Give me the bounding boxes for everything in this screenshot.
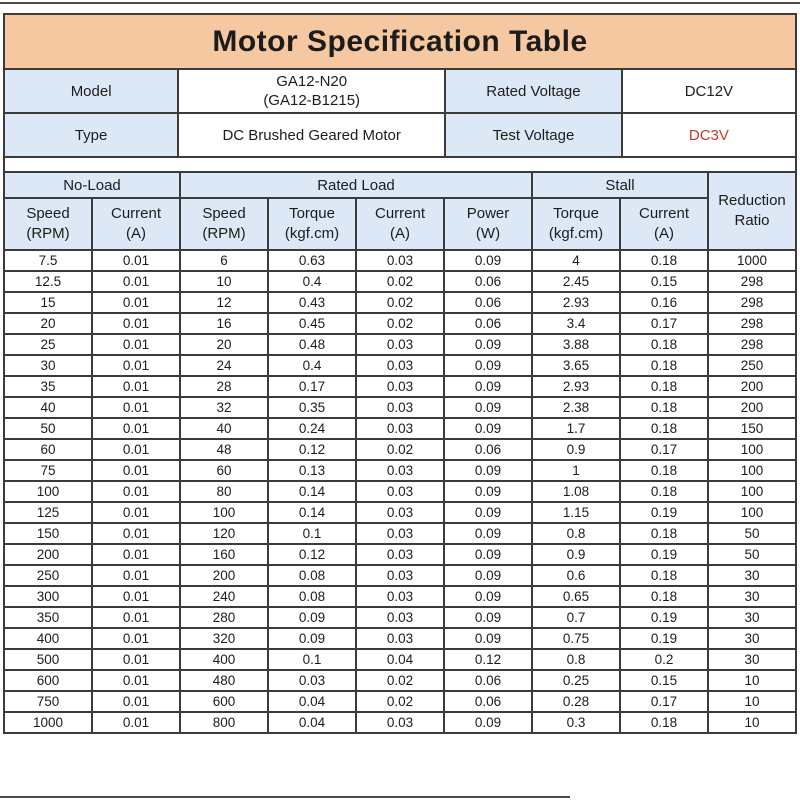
rated-voltage-label: Rated Voltage (445, 69, 622, 113)
table-cell: 0.03 (356, 712, 444, 733)
table-row (4, 334, 796, 355)
table-cell: 10 (708, 691, 796, 712)
table-cell: 0.4 (268, 271, 356, 292)
table-cell: 240 (180, 586, 268, 607)
table-cell: 0.14 (268, 481, 356, 502)
table-cell: 1.08 (532, 481, 620, 502)
table-cell: 100 (708, 481, 796, 502)
column-header: Speed (RPM) (4, 198, 92, 250)
table-cell: 0.16 (620, 292, 708, 313)
table-cell: 400 (180, 649, 268, 670)
column-header: Power (W) (444, 198, 532, 250)
table-cell: 0.19 (620, 628, 708, 649)
table-cell: 2.38 (532, 397, 620, 418)
table-cell: 16 (180, 313, 268, 334)
table-cell: 2.93 (532, 292, 620, 313)
table-cell: 10 (708, 712, 796, 733)
table-cell: 750 (4, 691, 92, 712)
table-cell: 30 (708, 607, 796, 628)
table-cell: 0.09 (444, 250, 532, 271)
table-cell: 6 (180, 250, 268, 271)
table-cell: 100 (708, 460, 796, 481)
table-cell: 0.03 (356, 502, 444, 523)
table-cell: 0.06 (444, 670, 532, 691)
table-cell: 0.01 (92, 628, 180, 649)
table-cell: 0.24 (268, 418, 356, 439)
table-cell: 0.01 (92, 418, 180, 439)
table-cell: 0.45 (268, 313, 356, 334)
table-cell: 0.03 (356, 628, 444, 649)
table-cell: 298 (708, 334, 796, 355)
table-cell: 0.18 (620, 460, 708, 481)
table-cell: 0.04 (356, 649, 444, 670)
table-cell: 4 (532, 250, 620, 271)
column-header: Current (A) (356, 198, 444, 250)
table-cell: 0.13 (268, 460, 356, 481)
table-cell: 2.45 (532, 271, 620, 292)
table-cell: 0.8 (532, 649, 620, 670)
table-cell: 0.17 (620, 439, 708, 460)
group-header-no-load: No-Load (4, 172, 180, 198)
table-cell: 0.01 (92, 670, 180, 691)
table-cell: 30 (4, 355, 92, 376)
table-cell: 400 (4, 628, 92, 649)
table-cell: 0.06 (444, 292, 532, 313)
table-row (4, 355, 796, 376)
table-cell: 10 (180, 271, 268, 292)
table-cell: 0.03 (356, 376, 444, 397)
table-cell: 80 (180, 481, 268, 502)
table-cell: 0.48 (268, 334, 356, 355)
table-cell: 0.03 (356, 607, 444, 628)
table-cell: 0.9 (532, 439, 620, 460)
table-cell: 0.19 (620, 544, 708, 565)
table-cell: 0.18 (620, 523, 708, 544)
model-value (178, 69, 445, 113)
table-cell: 0.01 (92, 523, 180, 544)
spec-table-body (4, 250, 796, 733)
table-cell: 30 (708, 565, 796, 586)
table-cell: 0.09 (444, 376, 532, 397)
table-cell: 0.01 (92, 565, 180, 586)
table-cell: 0.18 (620, 250, 708, 271)
table-cell: 0.01 (92, 544, 180, 565)
table-cell: 298 (708, 313, 796, 334)
table-cell: 0.15 (620, 271, 708, 292)
table-row (4, 565, 796, 586)
table-cell: 0.18 (620, 376, 708, 397)
table-cell: 0.15 (620, 670, 708, 691)
scan-artifact-line-top (0, 2, 800, 4)
table-cell: 30 (708, 586, 796, 607)
group-header-row (4, 172, 796, 198)
table-cell: 0.9 (532, 544, 620, 565)
table-cell: 1000 (4, 712, 92, 733)
table-cell: 0.09 (268, 607, 356, 628)
table-row (4, 271, 796, 292)
table-cell: 0.03 (268, 670, 356, 691)
group-header-stall: Stall (532, 172, 708, 198)
table-cell: 298 (708, 292, 796, 313)
table-cell: 0.09 (444, 544, 532, 565)
table-cell: 0.18 (620, 334, 708, 355)
table-cell: 0.4 (268, 355, 356, 376)
table-row (4, 439, 796, 460)
table-cell: 0.06 (444, 691, 532, 712)
table-cell: 1 (532, 460, 620, 481)
table-cell: 3.65 (532, 355, 620, 376)
table-cell: 20 (4, 313, 92, 334)
table-row (4, 460, 796, 481)
table-cell: 0.06 (444, 271, 532, 292)
table-cell: 1.15 (532, 502, 620, 523)
table-cell: 0.01 (92, 397, 180, 418)
table-cell: 0.02 (356, 670, 444, 691)
table-cell: 0.09 (444, 565, 532, 586)
table-cell: 0.08 (268, 586, 356, 607)
table-row (4, 397, 796, 418)
table-cell: 0.08 (268, 565, 356, 586)
table-cell: 350 (4, 607, 92, 628)
table-cell: 800 (180, 712, 268, 733)
table-cell: 25 (4, 334, 92, 355)
table-cell: 0.01 (92, 607, 180, 628)
table-row (4, 418, 796, 439)
table-cell: 0.03 (356, 586, 444, 607)
table-cell: 300 (4, 586, 92, 607)
table-cell: 0.03 (356, 481, 444, 502)
table-cell: 0.01 (92, 376, 180, 397)
table-cell: 30 (708, 649, 796, 670)
page-title: Motor Specification Table (3, 13, 797, 70)
table-cell: 60 (4, 439, 92, 460)
table-cell: 50 (4, 418, 92, 439)
table-cell: 0.63 (268, 250, 356, 271)
table-cell: 0.18 (620, 586, 708, 607)
table-row (4, 113, 796, 157)
table-cell: 0.02 (356, 313, 444, 334)
table-cell: 0.19 (620, 502, 708, 523)
table-cell: 20 (180, 334, 268, 355)
table-cell: 0.03 (356, 460, 444, 481)
table-cell: 7.5 (4, 250, 92, 271)
table-cell: 200 (708, 397, 796, 418)
table-cell: 32 (180, 397, 268, 418)
table-row (4, 69, 796, 113)
table-cell: 0.01 (92, 712, 180, 733)
table-cell: 0.01 (92, 313, 180, 334)
table-row (4, 586, 796, 607)
table-cell: 15 (4, 292, 92, 313)
table-row (4, 607, 796, 628)
table-cell: 0.01 (92, 334, 180, 355)
table-cell: 3.4 (532, 313, 620, 334)
rated-voltage-value: DC12V (622, 69, 796, 113)
table-cell: 48 (180, 439, 268, 460)
table-cell: 0.01 (92, 502, 180, 523)
table-cell: 0.09 (444, 712, 532, 733)
table-cell: 500 (4, 649, 92, 670)
table-cell: 0.01 (92, 481, 180, 502)
table-cell: 298 (708, 271, 796, 292)
table-cell: 0.01 (92, 292, 180, 313)
table-cell: 0.09 (268, 628, 356, 649)
table-cell: 0.09 (444, 607, 532, 628)
column-header: Current (A) (620, 198, 708, 250)
header-reduction-ratio: Reduction Ratio (708, 172, 796, 250)
table-cell: 0.28 (532, 691, 620, 712)
model-value-line2: (GA12-B1215) (263, 92, 361, 109)
table-cell: 0.19 (620, 607, 708, 628)
table-cell: 150 (4, 523, 92, 544)
table-cell: 0.12 (444, 649, 532, 670)
table-cell: 2.93 (532, 376, 620, 397)
table-cell: 0.43 (268, 292, 356, 313)
table-cell: 0.18 (620, 565, 708, 586)
column-header: Current (A) (92, 198, 180, 250)
table-cell: 0.01 (92, 586, 180, 607)
table-cell: 50 (708, 523, 796, 544)
table-cell: 0.02 (356, 439, 444, 460)
table-row (4, 502, 796, 523)
table-cell: 0.65 (532, 586, 620, 607)
table-row (4, 712, 796, 733)
table-cell: 0.03 (356, 418, 444, 439)
table-cell: 0.09 (444, 460, 532, 481)
table-cell: 0.18 (620, 397, 708, 418)
table-cell: 100 (180, 502, 268, 523)
table-cell: 0.01 (92, 271, 180, 292)
section-spacer (3, 158, 797, 171)
test-voltage-label: Test Voltage (445, 113, 622, 157)
table-cell: 0.03 (356, 544, 444, 565)
table-cell: 0.09 (444, 334, 532, 355)
table-cell: 75 (4, 460, 92, 481)
table-cell: 120 (180, 523, 268, 544)
table-cell: 100 (708, 502, 796, 523)
table-cell: 60 (180, 460, 268, 481)
table-row (4, 376, 796, 397)
table-cell: 3.88 (532, 334, 620, 355)
table-cell: 0.03 (356, 334, 444, 355)
table-cell: 0.18 (620, 481, 708, 502)
table-cell: 1.7 (532, 418, 620, 439)
table-cell: 200 (180, 565, 268, 586)
table-cell: 40 (180, 418, 268, 439)
table-cell: 250 (708, 355, 796, 376)
table-cell: 0.2 (620, 649, 708, 670)
table-cell: 150 (708, 418, 796, 439)
table-cell: 0.17 (620, 313, 708, 334)
table-cell: 125 (4, 502, 92, 523)
table-cell: 0.03 (356, 397, 444, 418)
table-cell: 280 (180, 607, 268, 628)
table-cell: 0.09 (444, 481, 532, 502)
table-cell: 0.12 (268, 544, 356, 565)
column-header: Torque (kgf.cm) (532, 198, 620, 250)
table-cell: 0.06 (444, 439, 532, 460)
column-header: Speed (RPM) (180, 198, 268, 250)
table-cell: 200 (4, 544, 92, 565)
table-cell: 0.14 (268, 502, 356, 523)
table-cell: 0.18 (620, 712, 708, 733)
table-cell: 0.01 (92, 355, 180, 376)
table-cell: 12.5 (4, 271, 92, 292)
table-cell: 0.6 (532, 565, 620, 586)
table-cell: 10 (708, 670, 796, 691)
table-cell: 320 (180, 628, 268, 649)
table-cell: 0.09 (444, 418, 532, 439)
model-label: Model (4, 69, 178, 113)
table-cell: 0.03 (356, 250, 444, 271)
table-cell: 0.09 (444, 523, 532, 544)
table-cell: 0.75 (532, 628, 620, 649)
column-header: Torque (kgf.cm) (268, 198, 356, 250)
table-row (4, 250, 796, 271)
table-cell: 0.01 (92, 250, 180, 271)
table-cell: 30 (708, 628, 796, 649)
table-row (4, 544, 796, 565)
group-header-rated-load: Rated Load (180, 172, 532, 198)
table-cell: 0.02 (356, 271, 444, 292)
table-row (4, 292, 796, 313)
table-cell: 0.01 (92, 691, 180, 712)
table-cell: 600 (4, 670, 92, 691)
scan-artifact-line-bottom (0, 796, 570, 798)
table-row (4, 313, 796, 334)
table-cell: 0.1 (268, 523, 356, 544)
table-cell: 480 (180, 670, 268, 691)
model-value-line1: GA12-N20 (276, 72, 348, 90)
table-cell: 0.7 (532, 607, 620, 628)
table-cell: 35 (4, 376, 92, 397)
table-row (4, 691, 796, 712)
table-cell: 1000 (708, 250, 796, 271)
table-cell: 0.01 (92, 460, 180, 481)
table-cell: 100 (708, 439, 796, 460)
table-cell: 0.04 (268, 712, 356, 733)
table-row (4, 481, 796, 502)
table-cell: 250 (4, 565, 92, 586)
table-cell: 0.03 (356, 523, 444, 544)
table-cell: 12 (180, 292, 268, 313)
sub-header-row (4, 198, 796, 250)
table-cell: 0.18 (620, 355, 708, 376)
table-cell: 0.3 (532, 712, 620, 733)
table-cell: 0.8 (532, 523, 620, 544)
table-cell: 0.01 (92, 439, 180, 460)
spec-table (3, 171, 797, 734)
table-cell: 200 (708, 376, 796, 397)
table-cell: 0.25 (532, 670, 620, 691)
table-cell: 24 (180, 355, 268, 376)
test-voltage-value: DC3V (622, 113, 796, 157)
table-cell: 0.09 (444, 586, 532, 607)
type-value: DC Brushed Geared Motor (178, 113, 445, 157)
table-cell: 0.18 (620, 418, 708, 439)
table-cell: 0.09 (444, 397, 532, 418)
info-table (3, 68, 797, 158)
table-cell: 100 (4, 481, 92, 502)
spec-sheet (3, 13, 797, 734)
table-cell: 600 (180, 691, 268, 712)
table-cell: 0.03 (356, 565, 444, 586)
table-cell: 0.12 (268, 439, 356, 460)
table-row (4, 649, 796, 670)
table-cell: 0.17 (620, 691, 708, 712)
table-cell: 0.1 (268, 649, 356, 670)
table-cell: 0.09 (444, 355, 532, 376)
table-cell: 0.03 (356, 355, 444, 376)
table-row (4, 628, 796, 649)
table-cell: 0.02 (356, 292, 444, 313)
table-cell: 0.01 (92, 649, 180, 670)
table-cell: 40 (4, 397, 92, 418)
table-cell: 160 (180, 544, 268, 565)
table-cell: 0.04 (268, 691, 356, 712)
table-cell: 0.17 (268, 376, 356, 397)
table-cell: 0.09 (444, 628, 532, 649)
table-cell: 28 (180, 376, 268, 397)
table-cell: 0.06 (444, 313, 532, 334)
table-cell: 0.02 (356, 691, 444, 712)
table-row (4, 523, 796, 544)
table-cell: 0.09 (444, 502, 532, 523)
table-cell: 0.35 (268, 397, 356, 418)
type-label: Type (4, 113, 178, 157)
table-cell: 50 (708, 544, 796, 565)
table-row (4, 670, 796, 691)
